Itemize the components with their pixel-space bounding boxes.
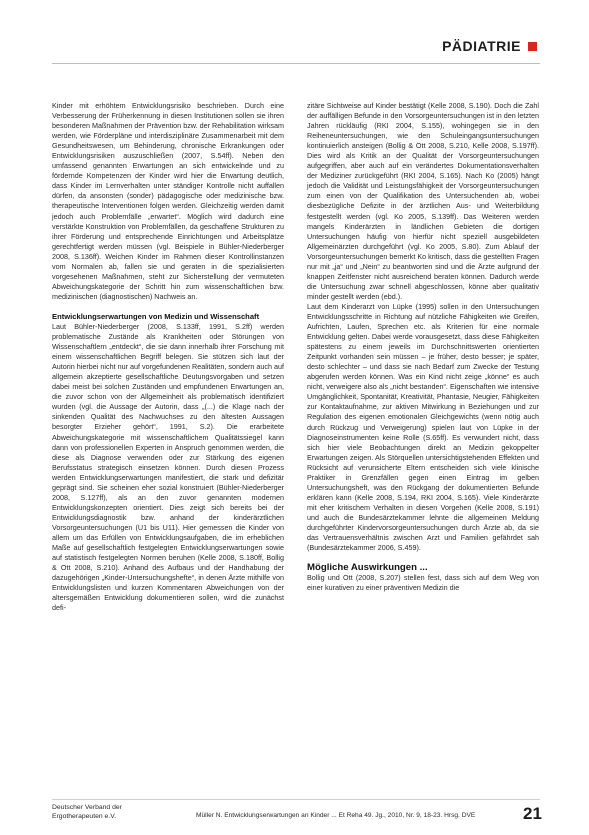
left-subheading: Entwicklungserwartungen von Medizin und Wissenschaft <box>52 311 260 321</box>
left-paragraph-2: Laut Bühler-Niederberger (2008, S.133ff, 1991, S.2ff) werden problematische Zustände als Krankheiten oder Störungen von Wissenschaftlern „entdeckt“, die sie dann innerhalb ihrer Forschung mit einem wissenschaftlichen Begriff belegen. Sie stützen sich laut der Autorin hierbei nicht nur auf vorgefundenen Realitäten, sondern auch auf allgemein akzeptierte gesellschaftliche Deutungsvorgaben und setzen dabei meist bei solchen Zuständen und empfundenen Erwartungen an, die zuvor schon von der Allgemeinheit als problematisch identifiziert wurden (vgl. die Aussage der Autorin, dass „(...) die Klage nach der sinkenden Qualität des Nachwuchses zu den ältesten Aussagen besorgter Erzieher gehört“, 1991, S.2). Die erarbeitete Abweichungskategorie mit wissenschaftlichem Qualitätssiegel kann dann von professionellen Experten in Anspruch genommen werden, die diese als Diagnose verwenden oder zur Stärkung des eigenen Berufsstatus strategisch einsetzen können. Durch diesen Prozess werden Entwicklungserwartungen manifestiert, die stark und defizitär geprägt sind. Sie scheinen eher sozial konstruiert (Bühler-Niederberger 2008, S.127ff), als an den zuvor genannten modernen Entwicklungskonzepten orientiert. Dies zeigt sich bereits bei der Entwicklungsdiagnostik bzw. anhand der kinderärztlichen Vorsorgeuntersuchungen (U1 bis U11). Hier gemessen die Kinder von allem um das Erfüllen von Entwicklungsaufgaben, die im erheblichen Maße auf gesellschaftlich festgelegten Entwicklungserwartungen sowie auf statistisch festgelegten Normen beruhen (Kelle 2008, S.180ff, Bollig & Ott 2008, S.210). Anhand des Aufbaus und der Handhabung der dazugehörigen „Kinder-Untersuchungshefte“, in denen Ärzte mithilfe von Entwicklungslisten und kurzen Kommentaren Abweichungen von der altersgemäßen Entwicklung dokumentieren sollen, wird die zunächst defi- <box>52 321 284 613</box>
right-subheading: Mögliche Auswirkungen ... <box>307 562 428 574</box>
right-column <box>307 101 539 593</box>
section-title <box>442 38 537 54</box>
right-paragraph-3: Bollig und Ott (2008, S.207) stellen fest, dass sich auf dem Weg von einer kurativen zu einer präventiven Medizin die <box>307 573 539 593</box>
footer-rule <box>52 799 540 800</box>
citation-line: Müller N. Entwicklungserwartungen an Kinder ... Et Reha 49. Jg., 2010, Nr. 9, 18-23. Hrsg. DVE <box>196 812 476 819</box>
page-footer <box>0 795 589 835</box>
right-paragraph-2: Laut dem Kinderarzt von Lüpke (1995) sollen in den Untersuchungen Entwicklungsschritte in Richtung auf nützliche Fähigkeiten wie Greifen, Aufrichten, Laufen, Sprechen etc. als Kriterien für eine normale Entwicklung gelten. Dabei werde vorausgesetzt, dass diese Fähigkeiten spätestens zu einem jeweils im Durchschnittswerten orientierten Zeitpunkt vorhanden sein müssen – je früher, desto besser; je später, desto schlechter – und dass sie nach Bedarf zum Zwecke der Testung abgerufen werden können. Was ein Kind nicht zeige „könne“ es auch nicht, verweigere also als „nicht bestanden“. Eigenschaften wie intensive Umgänglichkeit, Spontanität, Kreativität, Phantasie, Neugier, Fähigkeiten zur Kontaktaufnahme, zur aktiven Mitwirkung in Beziehungen und zur Regulation des eigenen emotionalen Gleichgewichts (wenn nötig auch durch Rückzug und Verweigerung) spielen laut von Lüpke in der Diagnoseinstrumenten keine Rolle (S.65ff). Es verwundert nicht, dass sich hier viele Beobachtungen direkt an Medizin gekoppelter Erwartungen zeigen. Als Störquellen untersichtigstehenden Effekten und Rücksicht auf verunsicherte Eltern entscheiden sich viele klinische Praktiker in Grenzfällen gegen einen Eintrag im gelben Untersuchungsheft, was den Rückgang der dokumentierten Befunde erklären kann (Kelle 2008, S.194, RKI 2004, S.165). Viele Kinderärzte mit eher kritischem Verhalten in diesen Vorgehen (Kelle 2008, S.191) und auch die Bundesärztekammer lehnte die allgemeinen Meldung durchgeführter Kindervorsorgeuntersuchungen durch Ärzte ab, da sie das Vertrauensverhältnis zwischen Arzt und Familien gefährdet sah (Bundesärztekammer 2006, S.459). <box>307 301 539 553</box>
page-header <box>0 0 589 60</box>
header-rule <box>52 63 540 64</box>
page-number: 21 <box>523 804 542 823</box>
publisher-line-2: Ergotherapeuten e.V. <box>52 813 116 820</box>
left-paragraph-1: Kinder mit erhöhtem Entwicklungsrisiko beschrieben. Durch eine Verbesserung der Früherkennung in diesen Institutionen sollen sie ihren besonderen Maßnahmen der Prävention bzw. der Rehabilitation wirksam werden, wie Förderpläne und interdisziplinäre Zusammenarbeit mit dem Gesundheitswesen, um Behinderung, chronische Erkrankungen oder Entwicklungsrisiken auszuschließen (2007, S.54ff). Neben den umfassend genannten Erwartungen an sich entwickelnde und zu fördernde Kompetenzen der Kinder wird hier die Erwartung deutlich, dass Kinder im Lernverhalten unter ständiger Kontrolle nicht auffallen dürfen, da ansonsten (sonder) pädagogische oder medizinische bzw. therapeutische Interventionen folgen werden. Gleichzeitig werden damit jedoch auch Problemfälle „erwartet“. Möglich wird dadurch eine verstärkte Konstruktion von Problemfällen, da geschaffene Strukturen zu ihrer Förderung und entsprechende Einrichtungen und Arbeitsplätze gerechtfertigt werden müssen (vgl. Beispiele in Bühler-Niederberger 2008, S.136ff). Weichen Kinder im Rahmen dieser Kontrollinstanzen vom Normalen ab, fallen sie und geraten in die spezialisierten vorgesehenen Maßnahmen, steht zur Sicherstellung der vermuteten Abweichungskategorie der Schritt hin zum wissenschaftlichen bzw. medizinischen (diagnostischen) Nachweis an. <box>52 101 284 301</box>
publisher-line-1: Deutscher Verband der <box>52 804 122 811</box>
publisher-name <box>52 803 122 821</box>
left-column <box>52 101 284 613</box>
section-label: PÄDIATRIE <box>442 38 521 54</box>
right-paragraph-1: zitäre Sichtweise auf Kinder bestätigt (Kelle 2008, S.190). Doch die Zahl der auffälligen Befunde in den Vorsorgeuntersuchungen ist in den letzten Jahren rückläufig (RKI 2004, S.155), wohingegen sie in den Reiheneuntersuchungen, wie den Schuleingangsuntersuchungen kontinuierlich ansteigen (Bollig & Ott 2008, S.210, Kelle 2008, S.197ff). Dies wird als Kritik an der Qualität der Vorsorgeuntersuchungen aufgegriffen, aber auch auf ein verändertes Dokumentationsverhalten der Mediziner zurückgeführt (RKI 2004, S.165). Nach Ko (2005) hängt jedoch die Validität und Leistungsfähigkeit der Vorsorgeuntersuchungen zum einen von der Qualifikation des Untersuchenden ab, wobei diesbezügliche Defizite in der ärztlichen Aus- und Weiterbildung festgestellt werden (vgl. Ko 2005, S.139ff). Das Weiteren werden mangels Kinderärzten in ländlichen Gebieten die dortigen Untersuchungen häufig von hierfür nicht speziell ausgebildeten Allgemeinärzten durchgeführt (vgl. Ko 2005, S.80). Zum Ablauf der Vorsorgeuntersuchungen bemerkt Ko kritisch, dass die gestellten Fragen nur mit „ja“ und „Nein“ zu beantworten sind und die Ärzte aufgrund der knappen Zeitfenster nicht ausreichend beraten können. Dadurch werde die Untersuchung zwar schnell abgeschlossen, könne aber qualitativ minder gestellt werden (ebd.). <box>307 101 539 301</box>
section-marker-square <box>528 42 537 51</box>
